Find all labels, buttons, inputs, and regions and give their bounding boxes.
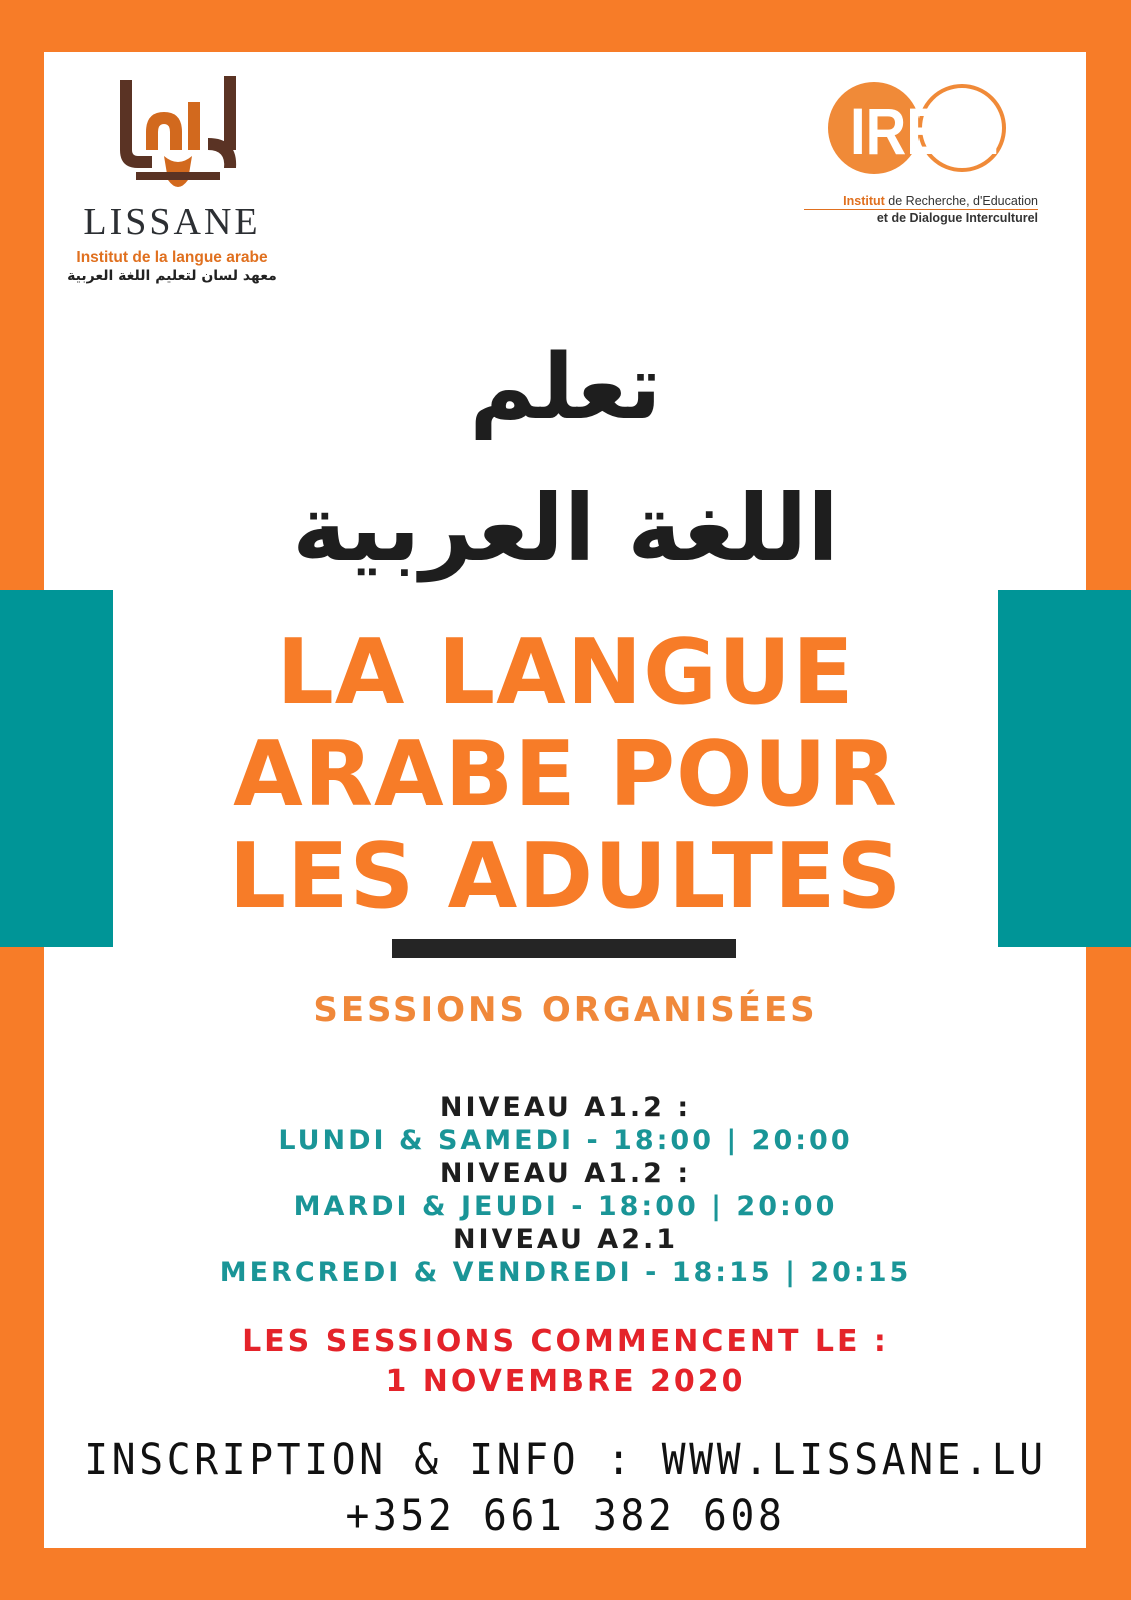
start-date <box>0 1322 1131 1402</box>
start-date-value: 1 NOVEMBRE 2020 <box>385 1364 746 1399</box>
iredi-subtitle-highlight: Institut <box>843 194 885 208</box>
iredi-subtitle-line2: et de Dialogue Interculturel <box>876 211 1038 225</box>
iredi-underline <box>804 209 1038 210</box>
sessions-heading: SESSIONS ORGANISÉES <box>313 990 818 1030</box>
lissane-name: LISSANE <box>83 201 261 243</box>
arabic-title-line1: تعلم <box>469 335 662 440</box>
schedule-level-2: NIVEAU A1.2 : <box>439 1158 692 1189</box>
main-title <box>0 622 1131 928</box>
schedule-list <box>0 1091 1131 1289</box>
iredi-logo-text: IREDI <box>850 94 1000 168</box>
schedule-days-3: MERCREDI & VENDREDI - 18:15 | 20:15 <box>219 1257 912 1288</box>
contact-phone[interactable]: +352 661 382 608 <box>345 1491 786 1541</box>
main-title-line2: ARABE POUR <box>233 722 898 827</box>
lissane-subtitle: Institut de la langue arabe <box>76 249 268 266</box>
schedule-level-3: NIVEAU A2.1 <box>452 1224 679 1255</box>
start-date-label: LES SESSIONS COMMENCENT LE : <box>242 1324 889 1359</box>
iredi-subtitle-line1 <box>804 194 1038 208</box>
contact-info <box>45 1432 1086 1544</box>
iredi-logo <box>804 68 1044 234</box>
schedule-level-1: NIVEAU A1.2 : <box>439 1092 692 1123</box>
lissane-logo-mark <box>116 72 240 202</box>
schedule-days-1: LUNDI & SAMEDI - 18:00 | 20:00 <box>278 1125 853 1156</box>
lissane-logo <box>64 72 280 287</box>
schedule-days-2: MARDI & JEUDI - 18:00 | 20:00 <box>293 1191 838 1222</box>
arabic-title-line2: اللغة العربية <box>292 475 839 582</box>
lissane-arabic-subtitle: معهد لسان لتعليم اللغة العربية <box>67 268 277 284</box>
iredi-subtitle-rest: de Recherche, d'Education <box>884 194 1038 208</box>
main-title-line3: LES ADULTES <box>228 824 903 929</box>
title-divider <box>392 939 736 958</box>
contact-website[interactable]: INSCRIPTION & INFO : WWW.LISSANE.LU <box>84 1435 1047 1485</box>
main-title-line1: LA LANGUE <box>276 620 855 725</box>
iredi-logo-mark <box>822 76 1018 186</box>
